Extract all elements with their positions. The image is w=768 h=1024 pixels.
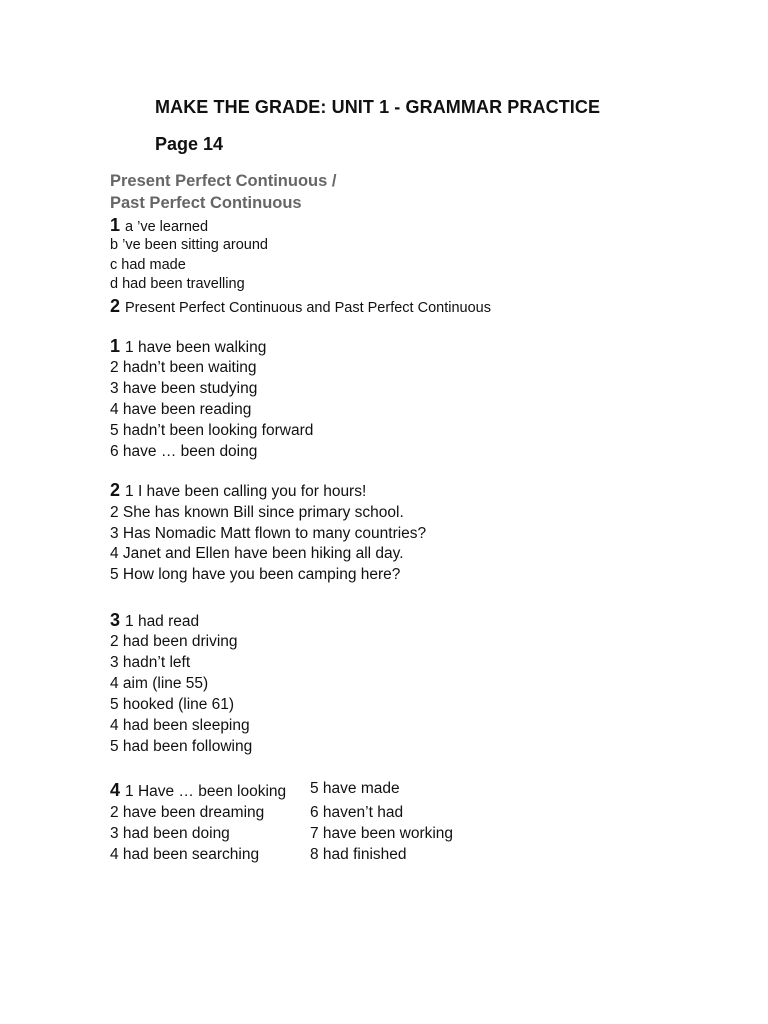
list-item: 6 have … been doing bbox=[110, 443, 258, 460]
exercise-number: 2 bbox=[110, 296, 121, 316]
list-item-right: 5 have made bbox=[310, 780, 400, 797]
list-item: c had made bbox=[110, 257, 186, 273]
list-item: 4 had been searching 8 had finished bbox=[110, 846, 407, 863]
list-item: 4 had been sleeping bbox=[110, 717, 250, 734]
list-item: 3 1 had read bbox=[110, 610, 200, 630]
list-item-right: 6 haven’t had bbox=[310, 804, 404, 821]
list-item: 2 She has known Bill since primary school. bbox=[110, 504, 404, 521]
exercise-number: 3 bbox=[110, 610, 121, 630]
list-item: 2 Present Perfect Continuous and Past Perfect Continuous bbox=[110, 296, 491, 316]
list-item: 1 1 have been walking bbox=[110, 336, 267, 356]
section-heading-line-2: Past Perfect Continuous bbox=[110, 194, 302, 212]
exercise-number: 2 bbox=[110, 480, 121, 500]
list-item: 4 have been reading bbox=[110, 401, 252, 418]
document-title: MAKE THE GRADE: UNIT 1 - GRAMMAR PRACTICE bbox=[155, 97, 601, 117]
list-item-right: 7 have been working bbox=[310, 825, 454, 842]
section-heading-line-1: Present Perfect Continuous / bbox=[110, 172, 337, 190]
exercise-number: 1 bbox=[110, 215, 121, 235]
list-item: 4 1 Have … been looking 5 have made bbox=[110, 780, 400, 800]
list-item: 3 hadn’t left bbox=[110, 654, 191, 671]
list-item: 3 Has Nomadic Matt flown to many countries? bbox=[110, 525, 427, 542]
list-item: 5 hadn’t been looking forward bbox=[110, 422, 314, 439]
list-item: 2 have been dreaming 6 haven’t had bbox=[110, 804, 404, 821]
list-item: 3 have been studying bbox=[110, 380, 258, 397]
list-item: 2 had been driving bbox=[110, 633, 238, 650]
list-item-right: 8 had finished bbox=[310, 846, 407, 863]
list-item: 3 had been doing 7 have been working bbox=[110, 825, 454, 842]
list-item: 4 aim (line 55) bbox=[110, 675, 209, 692]
list-item: 5 had been following bbox=[110, 738, 253, 755]
list-item: 4 Janet and Ellen have been hiking all day. bbox=[110, 545, 404, 562]
list-item: 5 hooked (line 61) bbox=[110, 696, 235, 713]
list-item: b ’ve been sitting around bbox=[110, 237, 268, 253]
list-item: 5 How long have you been camping here? bbox=[110, 566, 401, 583]
list-item: d had been travelling bbox=[110, 276, 245, 292]
exercise-number: 1 bbox=[110, 336, 121, 356]
list-item: 2 1 I have been calling you for hours! bbox=[110, 480, 367, 500]
exercise-number: 4 bbox=[110, 780, 121, 800]
page-number: Page 14 bbox=[155, 134, 224, 154]
list-item: 2 hadn’t been waiting bbox=[110, 359, 257, 376]
list-item: 1 a ’ve learned bbox=[110, 215, 209, 235]
